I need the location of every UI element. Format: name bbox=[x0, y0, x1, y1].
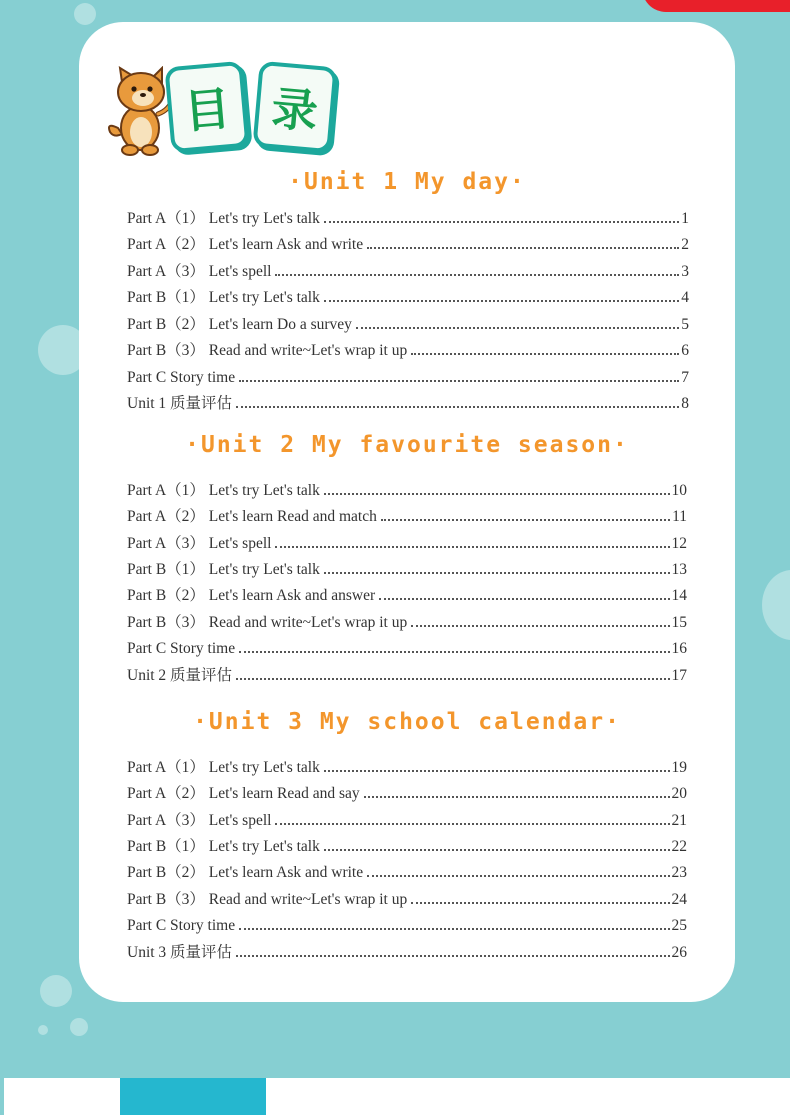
toc-entry[interactable] bbox=[127, 612, 687, 632]
toc-entry-label: Unit 2 质量评估 bbox=[127, 667, 233, 684]
leader-dots bbox=[324, 836, 670, 851]
toc-entry[interactable] bbox=[127, 559, 687, 579]
leader-dots bbox=[239, 638, 669, 653]
toc-entry-label: Unit 3 质量评估 bbox=[127, 944, 233, 961]
toc-entry-page: 2 bbox=[681, 236, 689, 253]
toc-entry[interactable] bbox=[127, 665, 687, 685]
toc-entry-page: 11 bbox=[672, 508, 687, 525]
leader-dots bbox=[236, 393, 679, 408]
bottom-blue-tab bbox=[120, 1078, 266, 1115]
toc-entry[interactable] bbox=[127, 367, 689, 387]
unit-2-title: ·Unit 2 My favourite season· bbox=[185, 432, 629, 458]
toc-entry-page: 8 bbox=[681, 395, 689, 412]
toc-entry-label: Part A（1） Let's try Let's talk bbox=[127, 210, 320, 227]
leader-dots bbox=[275, 810, 669, 825]
toc-entry[interactable] bbox=[127, 314, 689, 334]
toc-entry-page: 1 bbox=[681, 210, 689, 227]
toc-entry-page: 25 bbox=[671, 917, 687, 934]
leader-dots bbox=[381, 506, 670, 521]
leader-dots bbox=[367, 862, 669, 877]
leader-dots bbox=[367, 234, 679, 249]
toc-entry-page: 12 bbox=[671, 535, 687, 552]
toc-entry[interactable] bbox=[127, 942, 687, 962]
toc-entry[interactable] bbox=[127, 287, 689, 307]
toc-entry[interactable] bbox=[127, 810, 687, 830]
leader-dots bbox=[379, 585, 669, 600]
leader-dots bbox=[239, 915, 669, 930]
toc-entry-page: 20 bbox=[671, 785, 687, 802]
toc-entry-page: 19 bbox=[671, 759, 687, 776]
toc-entry-label: Part A（3） Let's spell bbox=[127, 263, 272, 280]
leader-dots bbox=[236, 665, 669, 680]
red-corner-tab bbox=[642, 0, 790, 12]
decor-bubble bbox=[74, 3, 96, 25]
leader-dots bbox=[324, 757, 670, 772]
leader-dots bbox=[275, 533, 669, 548]
toc-entry-page: 21 bbox=[671, 812, 687, 829]
toc-entry[interactable] bbox=[127, 234, 689, 254]
title-tile-1: 目 bbox=[164, 61, 249, 153]
toc-entry-label: Part C Story time bbox=[127, 369, 236, 386]
toc-entry[interactable] bbox=[127, 783, 687, 803]
toc-entry[interactable] bbox=[127, 889, 687, 909]
toc-entry-page: 3 bbox=[681, 263, 689, 280]
toc-entry-label: Part B（3） Read and write~Let's wrap it up bbox=[127, 614, 408, 631]
toc-entry-page: 10 bbox=[671, 482, 687, 499]
leader-dots bbox=[239, 367, 679, 382]
toc-entry-page: 17 bbox=[671, 667, 687, 684]
toc-entry-page: 4 bbox=[681, 289, 689, 306]
toc-entry-page: 24 bbox=[671, 891, 687, 908]
leader-dots bbox=[411, 612, 669, 627]
toc-entry[interactable] bbox=[127, 261, 689, 281]
unit-3-title: ·Unit 3 My school calendar· bbox=[193, 709, 621, 735]
toc-entry-page: 6 bbox=[681, 342, 689, 359]
toc-entry-label: Part A（2） Let's learn Read and match bbox=[127, 508, 377, 525]
toc-entry[interactable] bbox=[127, 862, 687, 882]
toc-entry[interactable] bbox=[127, 836, 687, 856]
title-tile-2: 录 bbox=[252, 61, 337, 153]
toc-entry[interactable] bbox=[127, 533, 687, 553]
toc-entry[interactable] bbox=[127, 393, 689, 413]
leader-dots bbox=[356, 314, 679, 329]
toc-entry-label: Part B（2） Let's learn Ask and write bbox=[127, 864, 364, 881]
toc-entry-label: Part A（1） Let's try Let's talk bbox=[127, 759, 320, 776]
toc-entry-label: Part C Story time bbox=[127, 640, 236, 657]
leader-dots bbox=[275, 261, 679, 276]
leader-dots bbox=[411, 340, 679, 355]
toc-entry-page: 5 bbox=[681, 316, 689, 333]
toc-entry-label: Part A（3） Let's spell bbox=[127, 535, 272, 552]
toc-entry-page: 16 bbox=[671, 640, 687, 657]
leader-dots bbox=[411, 889, 669, 904]
toc-entry-page: 23 bbox=[671, 864, 687, 881]
toc-entry[interactable] bbox=[127, 638, 687, 658]
decor-bubble bbox=[70, 1018, 88, 1036]
toc-entry-label: Part A（2） Let's learn Ask and write bbox=[127, 236, 364, 253]
decor-bubble bbox=[38, 1025, 48, 1035]
toc-entry-label: Part B（1） Let's try Let's talk bbox=[127, 838, 320, 855]
toc-entry-page: 22 bbox=[671, 838, 687, 855]
toc-entry-label: Part B（3） Read and write~Let's wrap it up bbox=[127, 342, 408, 359]
toc-entry-label: Part A（1） Let's try Let's talk bbox=[127, 482, 320, 499]
toc-entry[interactable] bbox=[127, 208, 689, 228]
toc-entry-label: Part B（2） Let's learn Ask and answer bbox=[127, 587, 376, 604]
toc-entry-label: Part B（3） Read and write~Let's wrap it up bbox=[127, 891, 408, 908]
leader-dots bbox=[324, 208, 679, 223]
toc-entry-label: Unit 1 质量评估 bbox=[127, 395, 233, 412]
toc-entry[interactable] bbox=[127, 480, 687, 500]
leader-dots bbox=[236, 942, 669, 957]
unit-1-title: ·Unit 1 My day· bbox=[288, 169, 526, 195]
toc-entry-label: Part A（3） Let's spell bbox=[127, 812, 272, 829]
toc-entry-label: Part C Story time bbox=[127, 917, 236, 934]
toc-entry-page: 15 bbox=[671, 614, 687, 631]
toc-entry-label: Part B（1） Let's try Let's talk bbox=[127, 561, 320, 578]
toc-entry-page: 26 bbox=[671, 944, 687, 961]
toc-entry[interactable] bbox=[127, 506, 687, 526]
bottom-strip bbox=[0, 1078, 790, 1115]
toc-entry-label: Part A（2） Let's learn Read and say bbox=[127, 785, 360, 802]
leader-dots bbox=[364, 783, 670, 798]
toc-entry-page: 14 bbox=[671, 587, 687, 604]
toc-entry-label: Part B（1） Let's try Let's talk bbox=[127, 289, 320, 306]
toc-entry[interactable] bbox=[127, 340, 689, 360]
toc-entry-page: 7 bbox=[681, 369, 689, 386]
leader-dots bbox=[324, 480, 670, 495]
leader-dots bbox=[324, 559, 670, 574]
toc-entry-page: 13 bbox=[671, 561, 687, 578]
decor-bubble bbox=[40, 975, 72, 1007]
toc-entry[interactable] bbox=[127, 585, 687, 605]
left-edge bbox=[0, 1078, 4, 1115]
leader-dots bbox=[324, 287, 679, 302]
toc-header bbox=[106, 62, 346, 162]
toc-entry-label: Part B（2） Let's learn Do a survey bbox=[127, 316, 352, 333]
toc-entry[interactable] bbox=[127, 757, 687, 777]
toc-entry[interactable] bbox=[127, 915, 687, 935]
